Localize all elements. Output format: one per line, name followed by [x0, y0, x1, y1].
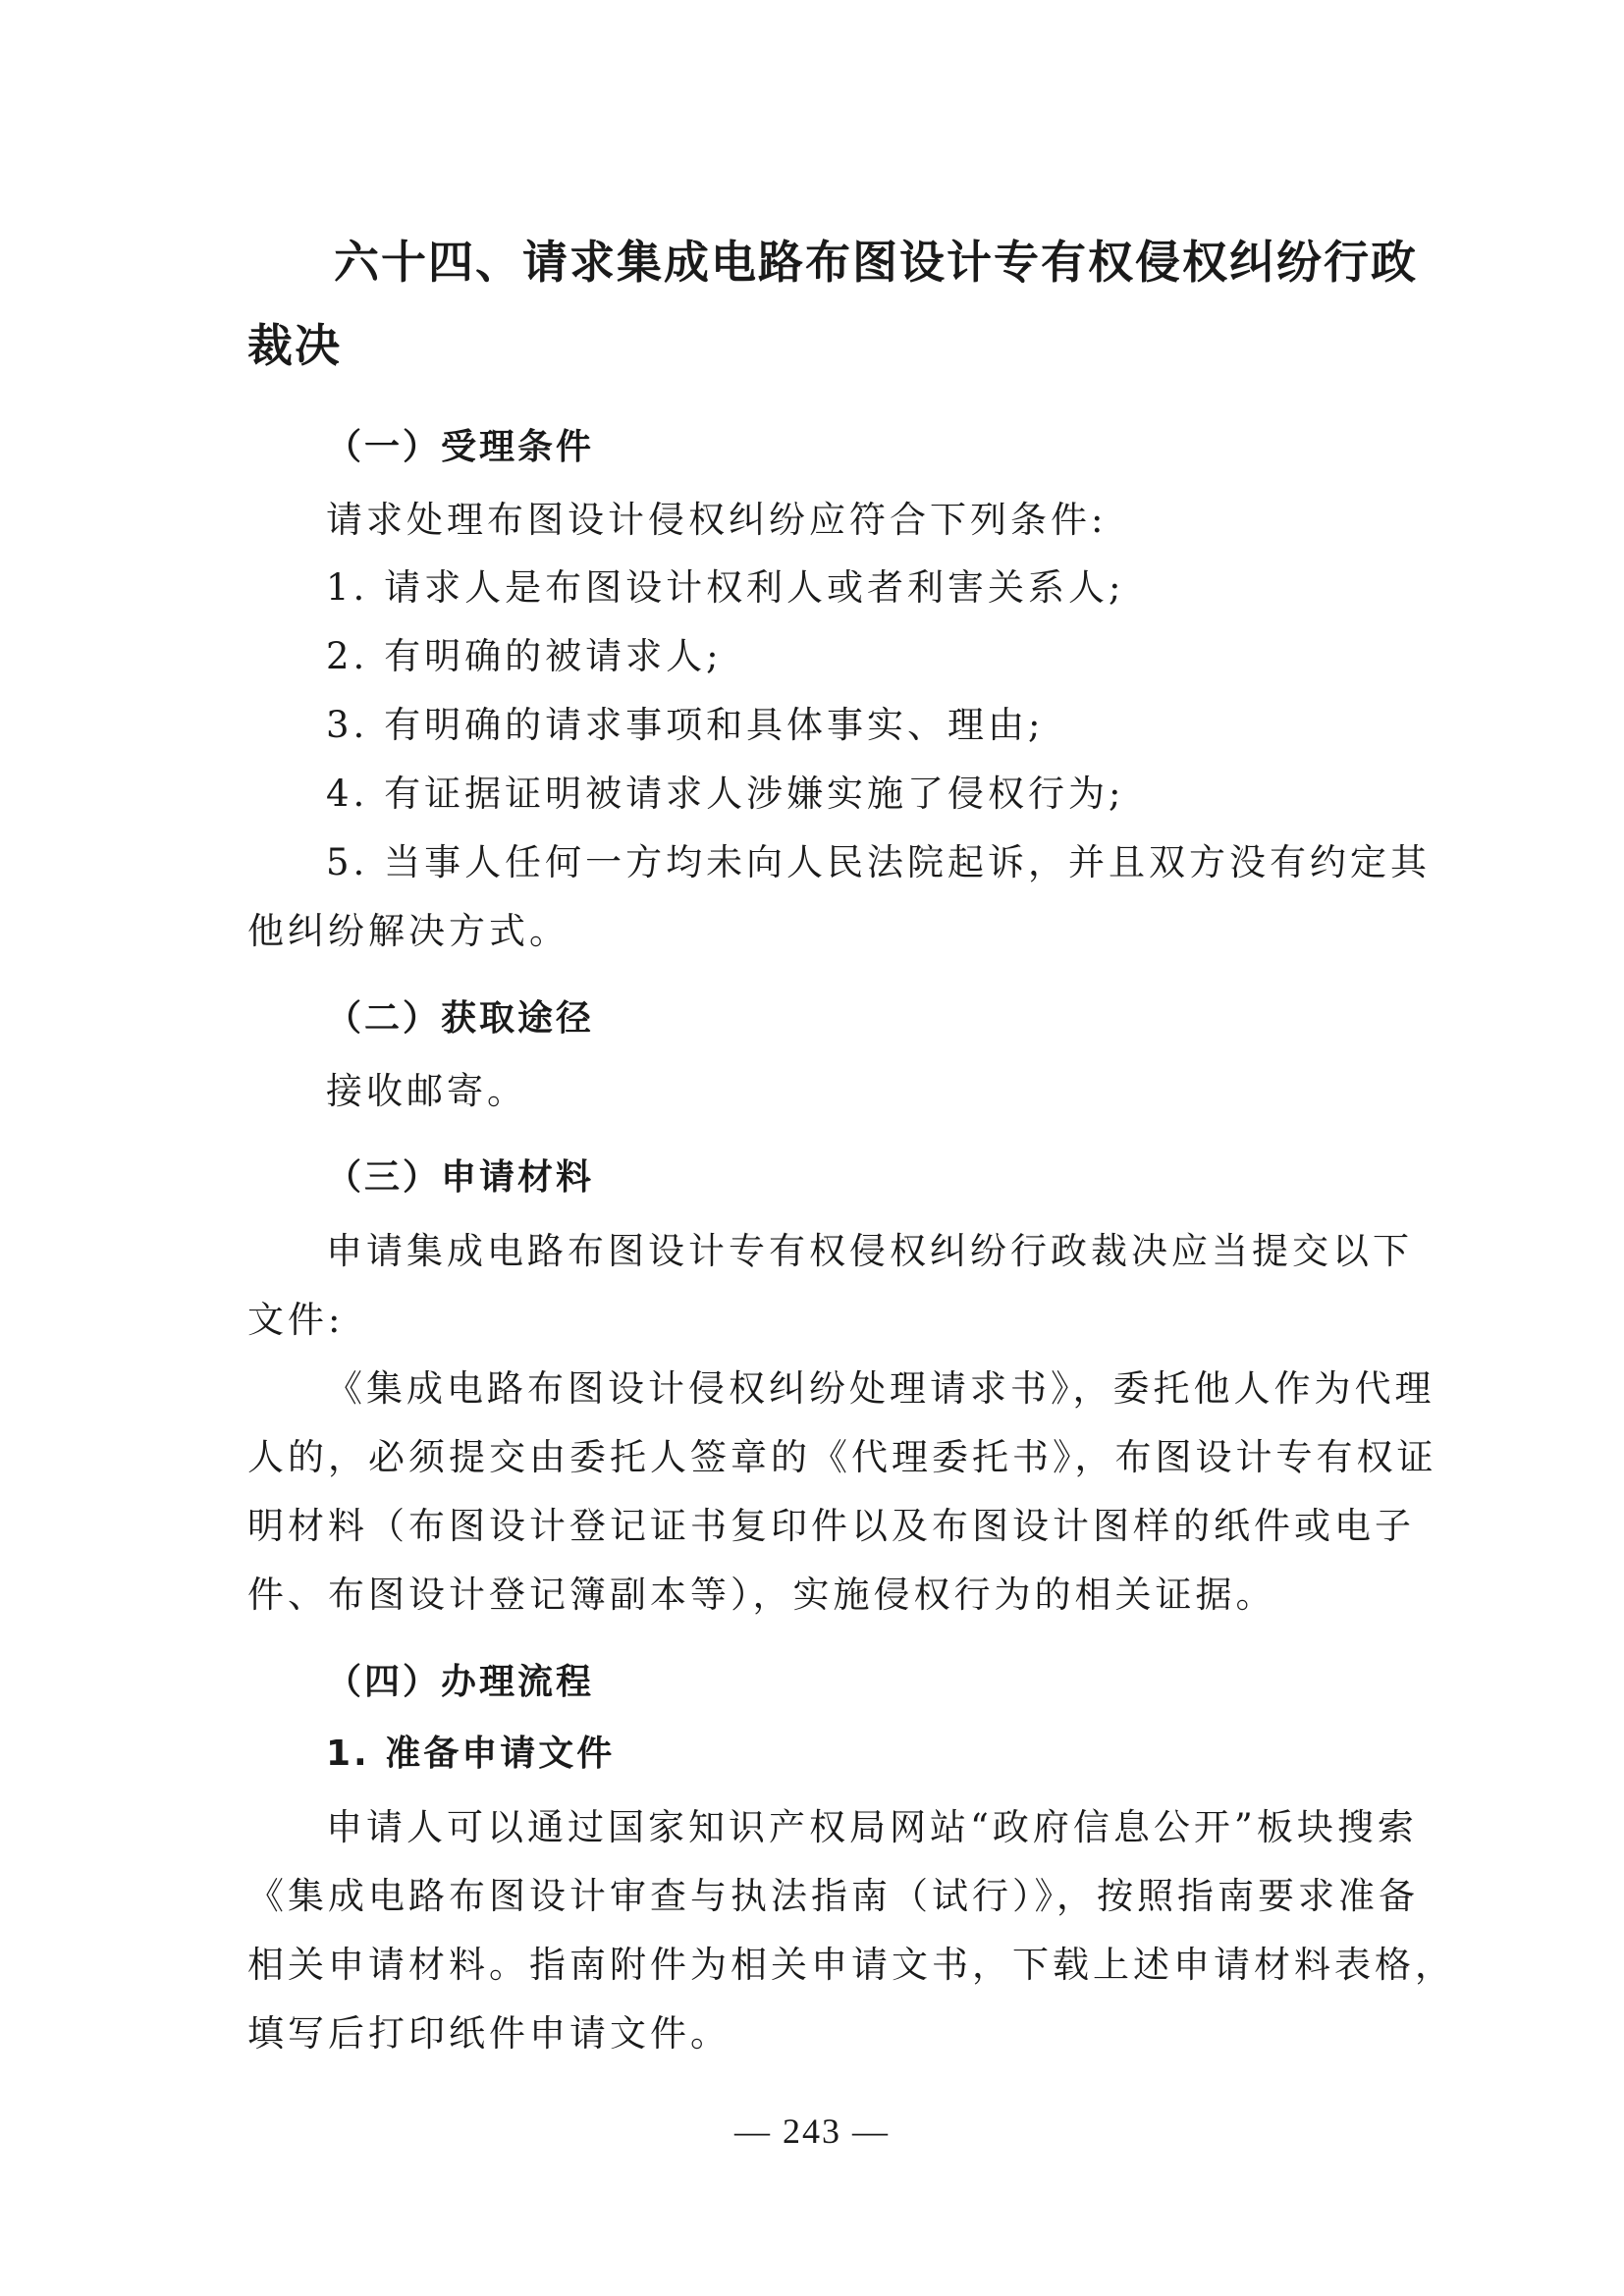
list-item-condition-2: 2. 有明确的被请求人; [326, 635, 723, 677]
paragraph-procedure-line: 《集成电路布图设计审查与执法指南（试行）》，按照指南要求准备 [247, 1875, 1419, 1917]
paragraph-materials-detail-line: 明材料（布图设计登记证书复印件以及布图设计图样的纸件或电子 [247, 1505, 1415, 1547]
paragraph-materials-line: 文件: [247, 1299, 345, 1341]
list-item-condition-4: 4. 有证据证明被请求人涉嫌实施了侵权行为; [326, 773, 1125, 815]
paragraph-materials-detail-line: 件、布图设计登记簿副本等），实施侵权行为的相关证据。 [247, 1574, 1276, 1616]
section-heading-access-channel: （二）获取途径 [326, 998, 595, 1039]
list-item-condition-5-continued: 他纠纷解决方式。 [247, 910, 569, 952]
paragraph-procedure-line: 申请人可以通过国家知识产权局网站“政府信息公开”板块搜索 [326, 1806, 1418, 1848]
paragraph-conditions-intro: 请求处理布图设计侵权纠纷应符合下列条件: [326, 499, 1108, 541]
page-title-line-1: 六十四、请求集成电路布图设计专有权侵权纠纷行政 [334, 236, 1418, 289]
page-number: — 243 — [734, 2111, 890, 2151]
paragraph-materials-detail-line: 人的，必须提交由委托人签章的《代理委托书》，布图设计专有权证 [247, 1436, 1437, 1478]
section-heading-procedure: （四）办理流程 [326, 1662, 595, 1702]
paragraph-access-channel: 接收邮寄。 [326, 1070, 527, 1112]
list-item-condition-1: 1. 请求人是布图设计权利人或者利害关系人; [326, 566, 1125, 609]
list-item-condition-3: 3. 有明确的请求事项和具体事实、理由; [326, 704, 1045, 746]
paragraph-procedure-line: 填写后打印纸件申请文件。 [247, 2012, 731, 2055]
paragraph-materials-detail-line: 《集成电路布图设计侵权纠纷处理请求书》，委托他人作为代理 [326, 1367, 1435, 1410]
paragraph-procedure-line: 相关申请材料。指南附件为相关申请文书，下载上述申请材料表格， [247, 1944, 1455, 1986]
paragraph-materials-line: 申请集成电路布图设计专有权侵权纠纷行政裁决应当提交以下 [326, 1230, 1413, 1272]
page-title-line-2: 裁决 [247, 319, 342, 372]
section-heading-acceptance-conditions: （一）受理条件 [326, 427, 595, 467]
list-item-condition-5: 5. 当事人任何一方均未向人民法院起诉，并且双方没有约定其 [326, 841, 1432, 883]
section-heading-application-materials: （三）申请材料 [326, 1157, 595, 1198]
subsection-heading-prepare-documents: 1. 准备申请文件 [326, 1734, 616, 1774]
